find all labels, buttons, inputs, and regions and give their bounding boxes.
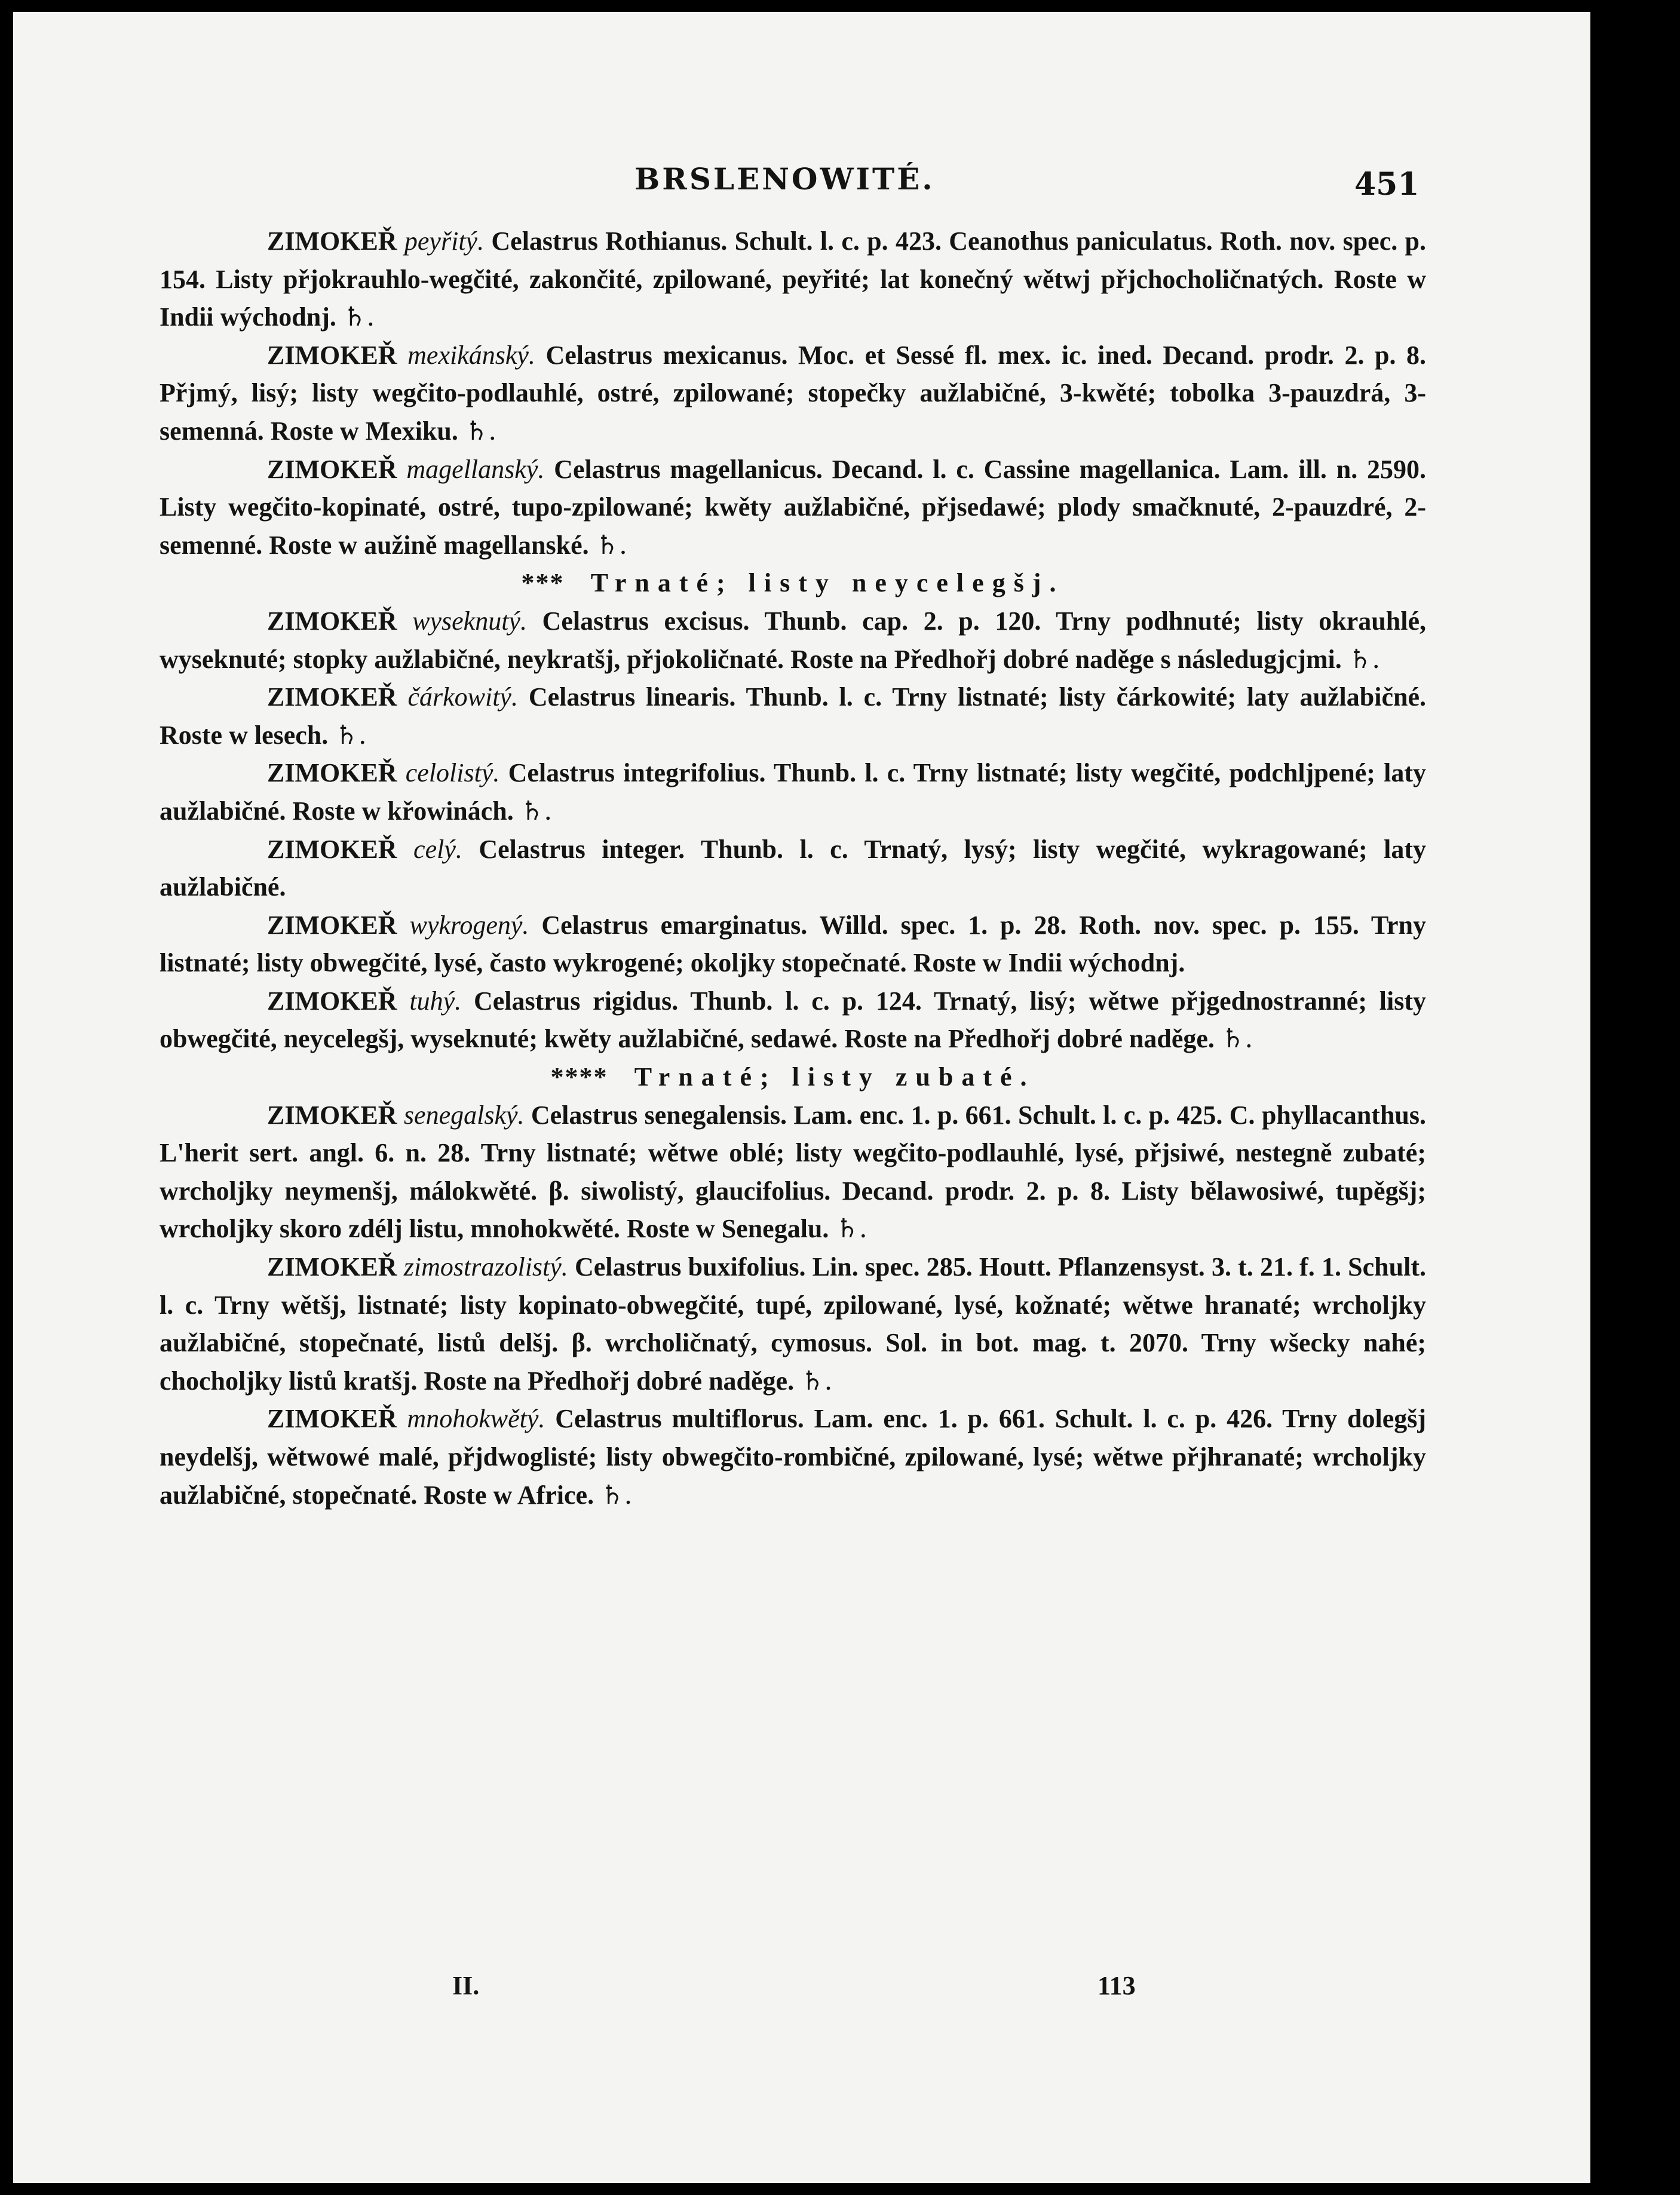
species-entry (160, 830, 1426, 906)
genus-name: ZIMOKEŘ (267, 758, 397, 788)
entry-text: Celastrus excisus. Thunb. cap. 2. p. 120. Trny podhnuté; listy okrauhlé, wyseknuté; stopky aužlabičné, neykratšj, přjokoličnaté. Roste na Předhořj dobré naděge s následugjcjmi. (160, 606, 1427, 674)
entry-text: Celastrus integrifolius. Thunb. l. c. Trny listnaté; listy wegčité, podchljpené; laty aužlabičné. Roste w křowinách. (160, 758, 1426, 826)
species-entry (160, 982, 1426, 1058)
species-entry (160, 602, 1426, 678)
species-name: magellanský. (406, 454, 545, 484)
genus-name: ZIMOKEŘ (267, 1100, 397, 1130)
genus-name: ZIMOKEŘ (267, 606, 397, 636)
shrub-symbol: ♄. (464, 415, 497, 446)
shrub-symbol: ♄. (520, 795, 553, 826)
sheet-number: 113 (1097, 1971, 1136, 2000)
heading-stars: *** (521, 568, 565, 598)
species-name: mnohokwětý. (407, 1404, 545, 1434)
signature-mark: II. (452, 1971, 480, 2000)
genus-name: ZIMOKEŘ (267, 986, 397, 1016)
heading-stars: **** (550, 1062, 608, 1092)
genus-name: ZIMOKEŘ (267, 682, 397, 712)
heading-text: Trnaté; listy neycelegšj. (590, 568, 1065, 598)
species-name: mexikánský. (407, 340, 535, 370)
section-heading (160, 564, 1426, 602)
species-name: tuhý. (409, 986, 462, 1016)
genus-name: ZIMOKEŘ (267, 1404, 397, 1434)
entry-text: Celastrus Rothianus. Schult. l. c. p. 423. Ceanothus paniculatus. Roth. nov. spec. p. 154. Listy přjokrauhlo-wegčité, zakončité, zpilowané, peyřité; lat konečný wětwj přjchocholičnatých. Roste w Indii wýchodnj. (160, 226, 1427, 332)
species-entry (160, 1096, 1426, 1248)
shrub-symbol: ♄. (595, 529, 628, 560)
species-entry (160, 678, 1426, 754)
species-entry (160, 906, 1426, 982)
genus-name: ZIMOKEŘ (267, 340, 397, 370)
species-entry (160, 1400, 1426, 1514)
entry-text: Celastrus multiflorus. Lam. enc. 1. p. 661. Schult. l. c. p. 426. Trny dolegšj neydelšj, wětwowé malé, přjdwoglisté; listy obwegčito-rombičné, zpilowané, lysé; wětwe přjhranaté; wrcholjky aužlabičné, stopečnaté. Roste w Africe. (160, 1404, 1427, 1510)
species-name: wykrogený. (409, 910, 529, 940)
shrub-symbol: ♄. (835, 1213, 867, 1244)
genus-name: ZIMOKEŘ (267, 454, 397, 484)
shrub-symbol: ♄. (335, 719, 367, 750)
species-name: peyřitý. (404, 226, 485, 256)
species-entry (160, 754, 1426, 830)
genus-name: ZIMOKEŘ (267, 910, 397, 940)
entry-text: Celastrus buxifolius. Lin. spec. 285. Houtt. Pflanzensyst. 3. t. 21. f. 1. Schult. l. c. Trny wětšj, listnaté; listy kopinato-obwegčité, tupé, zpilowané, lysé, kožnaté; wětwe hranaté; wrcholjky aužlabičné, stopečnaté, listů delšj. β. wrcholičnatý, cymosus. Sol. in bot. mag. t. 2070. Trny wšecky nahé; chocholjky listů kratšj. Roste na Předhořj dobré naděge. (160, 1252, 1426, 1396)
species-entry (160, 1248, 1426, 1400)
shrub-symbol: ♄. (801, 1365, 833, 1396)
species-name: senegalský. (403, 1100, 525, 1130)
genus-name: ZIMOKEŘ (267, 1252, 397, 1282)
shrub-symbol: ♄. (600, 1479, 633, 1510)
page-number: 451 (1354, 166, 1420, 203)
section-heading (160, 1058, 1426, 1096)
entry-text: Celastrus integer. Thunb. l. c. Trnatý, lysý; listy wegčité, wykragowané; laty aužlabičné. (160, 834, 1427, 902)
page-header (13, 161, 1590, 203)
species-name: wyseknutý. (412, 606, 527, 636)
species-name: celý. (413, 834, 462, 864)
species-entry (160, 222, 1426, 336)
species-name: zimostrazolistý. (403, 1252, 568, 1282)
text-body (160, 222, 1426, 1514)
shrub-symbol: ♄. (1221, 1023, 1253, 1054)
species-name: čárkowitý. (407, 682, 518, 712)
species-entry (160, 450, 1426, 565)
entry-text: Celastrus magellanicus. Decand. l. c. Cassine magellanica. Lam. ill. n. 2590. Listy wegčito-kopinaté, ostré, tupo-zpilowané; kwěty aužlabičné, přjsedawé; plody smačknuté, 2-pauzdré, 2-semenné. Roste w aužině magellanské. (160, 454, 1427, 560)
entry-text: Celastrus senegalensis. Lam. enc. 1. p. 661. Schult. l. c. p. 425. C. phyllacanthus. L'herit sert. angl. 6. n. 28. Trny listnaté; wětwe oblé; listy wegčito-podlauhlé, lysé, přjsiwé, nestegně zubaté; wrcholjky neymenšj, málokwěté. β. siwolistý, glaucifolius. Decand. prodr. 2. p. 8. Listy bělawosiwé, tupěgšj; wrcholjky skoro zdélj listu, mnohokwěté. Roste w Senegalu. (160, 1100, 1427, 1244)
running-title: BRSLENOWITÉ. (634, 161, 935, 197)
book-page (13, 12, 1590, 2183)
species-entry (160, 336, 1426, 450)
heading-text: Trnaté; listy zubaté. (634, 1062, 1035, 1092)
entry-text: Celastrus linearis. Thunb. l. c. Trny listnaté; listy čárkowité; laty aužlabičné. Roste w lesech. (160, 682, 1427, 750)
shrub-symbol: ♄. (342, 302, 375, 333)
entry-text: Celastrus mexicanus. Moc. et Sessé fl. mex. ic. ined. Decand. prodr. 2. p. 8. Přjmý, lisý; listy wegčito-podlauhlé, ostré, zpilowané; stopečky aužlabičné, 3-kwěté; tobolka 3-pauzdrá, 3-semenná. Roste w Mexiku. (160, 340, 1427, 446)
page-footer (13, 1970, 1590, 2006)
species-name: celolistý. (405, 758, 500, 788)
genus-name: ZIMOKEŘ (267, 226, 397, 256)
genus-name: ZIMOKEŘ (267, 834, 397, 864)
shrub-symbol: ♄. (1348, 643, 1381, 675)
entry-text: Celastrus emarginatus. Willd. spec. 1. p. 28. Roth. nov. spec. p. 155. Trny listnaté; listy obwegčité, lysé, často wykrogené; okoljky stopečnaté. Roste w Indii wýchodnj. (160, 910, 1427, 978)
entry-text: Celastrus rigidus. Thunb. l. c. p. 124. Trnatý, lisý; wětwe přjgednostranné; listy obwegčité, neycelegšj, wyseknuté; kwěty aužlabičné, sedawé. Roste na Předhořj dobré naděge. (160, 986, 1426, 1054)
